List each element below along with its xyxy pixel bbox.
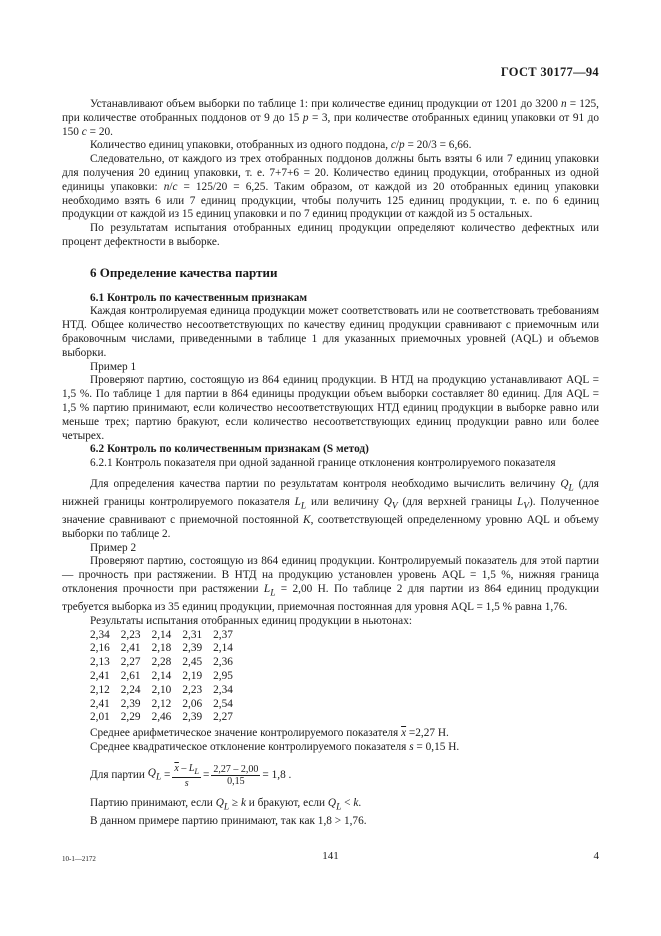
results-cell: 2,14 [213,642,233,655]
results-cell: 2,34 [213,683,233,696]
results-cell: 2,41 [120,642,141,655]
results-cell: 2,39 [182,642,203,655]
results-cell: 2,12 [151,697,172,710]
paragraph: Для определения качества партии по результатам контроля необходимо вычислить величину $Q_L$ (для нижней границы контролируемого показателя $L_L$ или величину $Q_V$ (для верхней границы $L_V$). Полученное значение сравнивают с приемочной постоянной K, соответствующей определенному уровню AQL и объему выборки по таблице 2. [62,477,600,540]
results-table [90,629,244,726]
results-cell: 2,13 [90,656,110,669]
section-title: 6 Определение качества партии [90,264,278,280]
results-cell: 2,46 [151,711,172,724]
results-row [90,629,244,643]
document-body [62,98,599,829]
subsection-title-6-2: 6.2 Контроль по количественным признакам (S метод) [90,443,369,456]
results-cell: 2,36 [213,656,233,669]
paragraph: 6.2.1 Контроль показателя при одной заданной границе отклонения контролируемого показателя [90,457,556,470]
results-row [90,670,244,684]
standard-header: ГОСТ 30177—94 [500,65,599,79]
sd-text: Среднее квадратическое отклонение контролируемого показателя s = 0,15 Н. [90,741,460,754]
results-cell: 2,34 [90,628,110,641]
paragraph: По результатам испытания отобранных единиц продукции определяют количество дефектных или процент дефектности в выборке. [62,222,599,248]
results-cell: 2,16 [90,642,110,655]
results-cell: 2,06 [182,697,203,710]
results-cell: 2,31 [182,628,203,641]
results-cell: 2,95 [213,670,233,683]
results-cell: 2,28 [151,656,172,669]
page-number: 141 [322,850,339,862]
results-row [90,684,244,698]
mean-text: Среднее арифметическое значение контролируемого показателя $\overline{x} =2,27$ Н. [90,727,449,740]
results-cell: 2,24 [120,683,141,696]
results-cell: 2,12 [90,683,110,696]
accept-rule: Партию принимают, если $Q_L \ge k$ и бракуют, если $Q_L < k$. [90,796,362,813]
results-cell: 2,39 [120,697,141,710]
results-cell: 2,10 [151,683,172,696]
results-cell: 2,18 [151,642,172,655]
results-cell: 2,23 [182,683,203,696]
conclusion: В данном примере партию принимают, так как 1,8 > 1,76. [90,814,367,827]
paragraph: Проверяют партию, состоящую из 864 единиц продукции. В НТД на продукцию устанавливают AQL = 1,5 %. По таблице 1 для партии в 864 единицы продукции объем выборки составляет 80 единиц. Для AQL = 1,5 % партию принимают, если количество несоответствующих НТД единиц продукции в выборке равно или меньше трех; партию бракуют, если количество несоответствующих единиц продукции равно или более четырех. [62,374,599,442]
results-row [90,698,244,712]
results-cell: 2,61 [120,670,141,683]
paragraph: Каждая контролируемая единица продукции может соответствовать или не соответствовать требованиям НТД. Общее количество несоответствующих по качеству единиц продукции сравнивают с приемочным или браковочным числами, приведенными в таблице 1 для указанных приемочных уровней (AQL) и объемов выборки. [62,305,599,359]
results-row [90,711,244,725]
results-cell: 2,45 [182,656,203,669]
results-row [90,656,244,670]
results-cell: 2,27 [120,656,141,669]
results-cell: 2,41 [90,697,110,710]
formula: Для партии $Q_L$ = $\frac{\overline{x} - L_L}{s}$ = $\frac{2,27 - 2,00}{0,15}$ = 1,8 . [90,762,292,789]
paragraph: Проверяют партию, состоящую из 864 единиц продукции. Контролируемый показатель для этой партии — прочность при растяжении. В НТД на продукцию установлен уровень AQL = 1,5 %, нижняя граница отклонения прочности при растяжении $L_L = 2,00$ Н. По таблице 2 для партии из 864 единиц продукции требуется выборка из 35 единиц продукции, приемочная постоянная для уровня AQL = 1,5 % равна 1,76. [62,555,599,614]
subsection-title-6-1: 6.1 Контроль по качественным признакам [90,291,308,304]
results-label: Результаты испытания отобранных единиц продукции в ньютонах: [90,614,412,627]
formula-result: = 1,8 . [262,768,292,781]
sheet-number: 4 [593,850,599,862]
formula-fraction-1: $\frac{\overline{x} - L_L}{s}$ [174,762,200,789]
results-cell: 2,27 [213,711,233,724]
paragraph: Количество единиц упаковки, отобранных из одного поддона, c/p = 20/3 = 6,66. [90,139,472,152]
results-cell: 2,23 [120,628,141,641]
results-cell: 2,39 [182,711,203,724]
results-cell: 2,29 [120,711,141,724]
example-label: Пример 2 [90,541,137,554]
example-label: Пример 1 [90,360,137,373]
results-cell: 2,01 [90,711,110,724]
results-cell: 2,54 [213,697,233,710]
formula-fraction-2: $\frac{2,27 - 2,00}{0,15}$ [213,764,259,788]
footer-code: 10-1—2172 [62,855,96,863]
results-cell: 2,14 [151,628,172,641]
paragraph: Устанавливают объем выборки по таблице 1: при количестве единиц продукции от 1201 до 3200 n = 125, при количестве отобранных поддонов от 9 до 15 p = 3, при количестве отобранных единиц упаковки от 91 до 150 c = 20. [62,98,600,138]
results-row [90,642,244,656]
results-cell: 2,14 [151,670,172,683]
results-cell: 2,41 [90,670,110,683]
formula-prefix: Для партии [90,768,145,781]
paragraph: Следовательно, от каждого из трех отобранных поддонов должны быть взяты 6 или 7 единиц упаковки для получения 20 единиц упаковки, т. е. 7+7+6 = 20. Количество единиц продукции, отобранных из одной единицы упаковки: n/c = 125/20 = 6,25. Таким образом, от каждой из 20 отобранных единиц упаковки необходимо взять 6 или 7 единиц продукции, чтобы получить 125 единиц продукции, т. е. по 6 единиц продукции от каждой из 15 единиц упаковки и по 7 единиц продукции от каждой из 5 остальных. [62,153,600,221]
results-cell: 2,37 [213,628,233,641]
results-cell: 2,19 [182,670,203,683]
